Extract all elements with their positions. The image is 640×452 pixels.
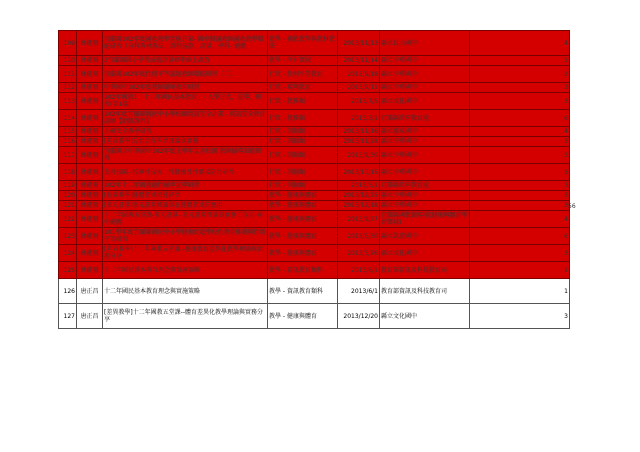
row-number: 125 [59,262,77,279]
course-category: 行政 - 教務類 [268,110,338,127]
table-row [59,83,570,93]
teacher-name: 林鍵璽 [77,31,103,56]
course-date: 2013/3/1 [338,110,380,127]
course-date: 2013/12/18 [338,201,380,211]
table-row [59,164,570,181]
hours-count: 2 [470,66,570,83]
organizer: 宜蘭縣政府教育處 [380,181,470,191]
course-category: 教學 - 健康與體育 [268,211,338,228]
course-category: 行政 - 訓輔類 [268,181,338,191]
course-title: 101學年度宜蘭縣國民中小學健康促進學校性教育推廣與性別平等研習 [103,228,268,245]
teacher-name: 林鍵璽 [77,137,103,147]
course-date: 2013/6/1 [338,279,380,304]
row-number: 126 [59,279,77,304]
hours-count: 3 [470,137,570,147]
row-number: 112 [59,83,77,93]
teacher-name: 林鍵璽 [77,228,103,245]
course-category: 教學 - 健康與體育 [268,245,338,262]
table-row [59,127,570,137]
organizer: 縣立中華國中 [380,201,470,211]
course-title: [差異教學]十二年國教五堂課--健康教育差異化教學理論與實務分享 [103,245,268,262]
hours-count: 3 [470,304,570,329]
course-title: 宜蘭縣立中華國中102年度上學年友善校園 教師輔導知能研習 [103,147,268,164]
course-date: 2013/12/20 [338,304,380,329]
course-date: 2013/9/18 [338,66,380,83]
hours-count: 6 [470,228,570,245]
hours-count: 3 [470,181,570,191]
table-row [59,56,570,66]
hours-count: 1 [470,262,570,279]
course-category: 行政 - 教務類 [268,93,338,110]
row-number: 111 [59,66,77,83]
course-title: 2宜蘭縣國小學習成就評量標準線上調查 [103,56,268,66]
hours-count: 3 [470,191,570,201]
table-row [59,147,570,164]
course-date: 2013/9/30 [338,147,380,164]
course-category: 教學 - 補救教學與教材教法 [268,31,338,56]
course-category: 教學 - 健康與體育 [268,191,338,201]
organizer: 教育部資訊及科技教育司 [380,262,470,279]
course-title: 宜蘭縣102年度補救教學實施方案- 國中閱讀教師補救教學增能研習（分科教材教法、課程規劃、評量、學科- 健體 [103,31,268,56]
teacher-name: 林鍵璽 [77,110,103,127]
row-number: 120 [59,191,77,201]
organizer: 縣立文化國中 [380,93,470,110]
row-number: 114 [59,110,77,127]
teacher-name: 林鍵璽 [77,66,103,83]
course-date: 2013/11/14 [338,56,380,66]
teacher-name: 林鍵璽 [77,211,103,228]
row-number: 122 [59,211,77,228]
course-title: 十二年國教五堂課-多元評量--多元評量理論與實務工作坊-國中健體 [103,211,268,228]
organizer: 縣立羅東國中 [380,127,470,137]
training-record-table [58,30,570,329]
teacher-name: 林鍵璽 [77,262,103,279]
course-category: 教學 - 健康與體育 [268,201,338,211]
table-row [59,137,570,147]
table-row [59,279,570,304]
organizer: 縣立中華國中 [380,164,470,181]
table-row [59,93,570,110]
teacher-name: 林鍵璽 [77,93,103,110]
teacher-name: 林鍵璽 [77,147,103,164]
hours-count: 3 [470,164,570,181]
organizer: 宜蘭縣政府教育處 [380,110,470,127]
course-category: 教學 - 健康與體育 [268,228,338,245]
course-date: 2013/5/30 [338,228,380,245]
course-category: 行政 - 環境教育 [268,83,338,93]
table-row [59,304,570,329]
hours-count: 3 [470,83,570,93]
hours-count: 3 [470,93,570,110]
table-row [59,211,570,228]
course-category: 教學 - 資訊教育類科 [268,262,338,279]
row-number: 110 [59,56,77,66]
course-date: 2013/9/11 [338,83,380,93]
table-row [59,181,570,191]
course-title: 宜蘭縣102年度性別平等議題教師增能研習（二） [103,66,268,83]
organizer: 縣立文化國中 [380,245,470,262]
row-number: 118 [59,164,77,181]
hours-count: 3 [470,201,570,211]
course-category: 行政 - 訓輔類 [268,164,338,181]
course-title: 102年國教1「十二年國民基本教育」- 入學方式、宣導、研習(第1場) [103,93,268,110]
course-date: 2013/6/1 [338,262,380,279]
row-number: 117 [59,147,77,164]
row-number: 121 [59,201,77,211]
organizer: 縣立員山國中 [380,31,470,56]
course-title: 中華國中102年度教師環境教育研習 [103,83,268,93]
teacher-name: 林鍵璽 [77,191,103,201]
row-number: 119 [59,181,77,191]
course-title: [多元評量]多元評量概論與在健體領域的應用 [103,201,268,211]
course-title: [差異教學]分組合作學習理論與實務 [103,137,268,147]
organizer: 縣立中華國中 [380,83,470,93]
row-number: 116 [59,137,77,147]
teacher-name: 林鍵璽 [77,164,103,181]
table-row [59,201,570,211]
course-date: 2013/7/5 [338,93,380,110]
hours-count: 2 [470,56,570,66]
course-category: 教學 - 資訊教育類科 [268,279,338,304]
course-date: 2013/11/28 [338,137,380,147]
hours-count: 6 [470,110,570,127]
table-row [59,262,570,279]
row-number: 127 [59,304,77,329]
organizer: 教育部資訊及科技教育司 [380,279,470,304]
organizer: 縣立中華國中 [380,66,470,83]
course-title: 102年十二年國教適性輔導宣導研習 [103,181,268,191]
course-category: 教學 - 健康與體育 [268,304,338,329]
organizer: 縣立凱旋國中 [380,228,470,245]
course-category: 行政 - 訓輔類 [268,137,338,147]
course-title: 友善校園--校園性侵害、性騷擾及性霸凌防治研習 [103,164,268,181]
table-row [59,66,570,83]
row-number: 113 [59,93,77,110]
row-number: 123 [59,228,77,245]
course-date: 2013/5/1 [338,181,380,191]
table-row [59,228,570,245]
organizer: 縣立中華國中 [380,56,470,66]
organizer: 縣立中華國中 [380,147,470,164]
table-row [59,191,570,201]
course-date: 2013/11/16 [338,127,380,137]
side-total-value: 56 [568,203,576,210]
course-title: 十二年國民基本教育理念與實施策略 [103,262,268,279]
course-date: 2013/11/13 [338,31,380,56]
course-date: 2013/10/15 [338,164,380,181]
hours-count: 4 [470,127,570,137]
teacher-name: 林鍵璽 [77,56,103,66]
hours-count: 1 [470,279,570,304]
course-title: [差異教學]十二年國教五堂課--體育差異化教學理論與實務分享 [103,304,268,329]
hours-count: 4 [470,31,570,56]
teacher-name: 唐正昌 [77,304,103,329]
course-date: 2013/3/26 [338,245,380,262]
table-row [59,110,570,127]
course-category: 行政 - 訓輔類 [268,127,338,137]
organizer: 縣立中華國中 [380,191,470,201]
teacher-name: 林鍵璽 [77,127,103,137]
table-row [59,31,570,56]
teacher-name: 唐正昌 [77,279,103,304]
organizer: 縣立中華國中 [380,137,470,147]
course-title: 正確安全教學研習 [103,127,268,137]
row-number: 109 [59,31,77,56]
row-number: 124 [59,245,77,262]
teacher-name: 林鍵璽 [77,83,103,93]
course-category: 行政 - 訓輔類 [268,147,338,164]
hours-count: 2 [470,147,570,164]
hours-count: 4 [470,211,570,228]
row-number: 115 [59,127,77,137]
course-title: 十二年國民基本教育理念與實施策略 [103,279,268,304]
table-row [59,245,570,262]
course-category: 教學 - 所有領域 [268,56,338,66]
course-title: [有效教學]健體領域增能研習 [103,191,268,201]
organizer: 宜蘭縣國教輔導團(健康與體育學習領域) [380,211,470,228]
course-title: 102年度宜蘭縣國民中小學校園資訊安全計畫 - 資訊安全教育訓練【網路課程】 [103,110,268,127]
course-date: 2013/9/27 [338,211,380,228]
teacher-name: 林鍵璽 [77,201,103,211]
course-category: 行政 - 性別平等教育 [268,66,338,83]
teacher-name: 林鍵璽 [77,181,103,191]
course-date: 2013/12/25 [338,191,380,201]
teacher-name: 林鍵璽 [77,245,103,262]
organizer: 縣立文化國中 [380,304,470,329]
hours-count: 3 [470,245,570,262]
